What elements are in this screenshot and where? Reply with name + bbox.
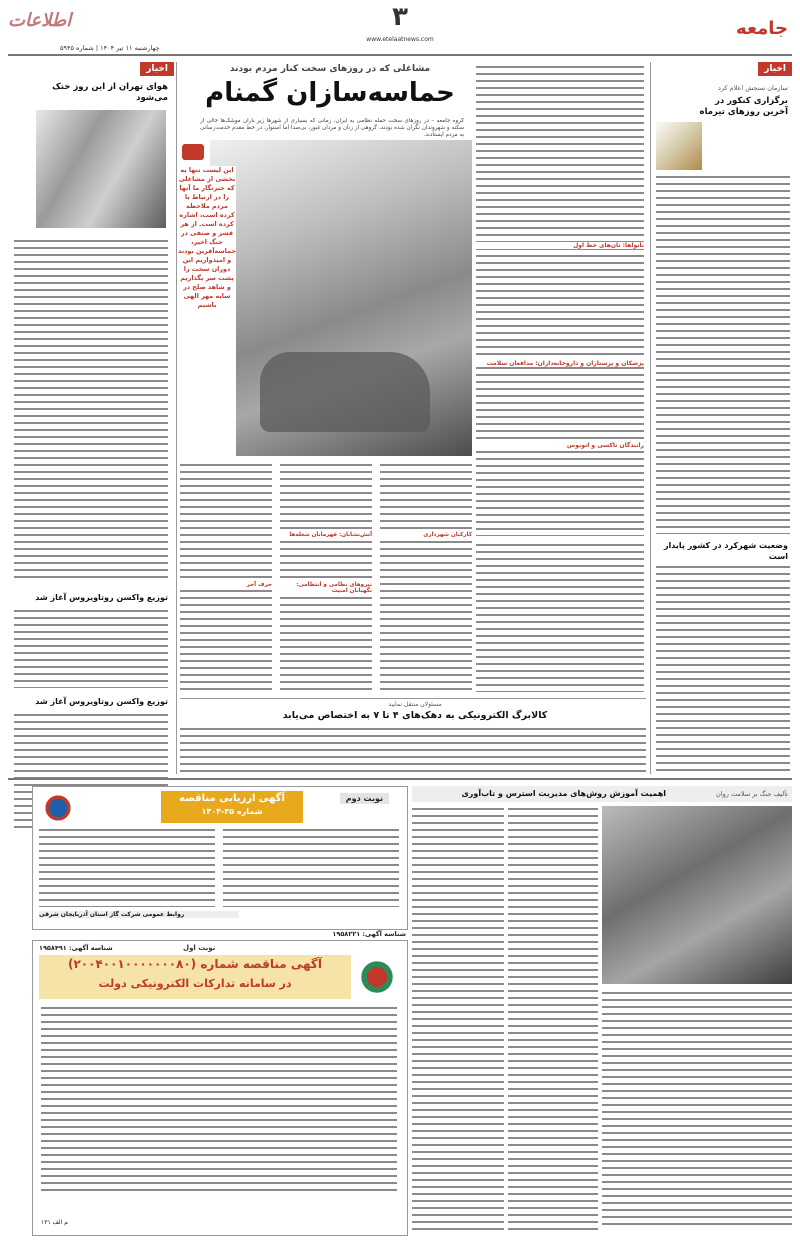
ad-electronic-tender-box <box>32 940 408 1236</box>
ad2-footer: م الف ۱۳۱ <box>41 1219 68 1226</box>
ad1-footer: روابط عمومی شرکت گاز استان آذربایجان شرقی <box>39 911 239 918</box>
left-news3-title: توزیع واکسن روتاویروس آغاز شد <box>35 697 168 706</box>
main-subhead-3: رانندگان تاکسی و اتوبوس <box>476 442 644 449</box>
main-subhead-2: پزشکان و پرستاران و داروخانه‌داران: مدافعان سلامت <box>476 360 644 367</box>
rubble-books-photo <box>602 806 792 984</box>
ad2-subtitle: در سامانه تدارکات الکترونیکی دولت <box>98 977 292 990</box>
right-news2-title: وضعیت شهرکرد در کشور پایدار است <box>663 541 788 561</box>
ad1-subtitle: شماره ۳۵-۱۴۰۴ <box>201 807 263 816</box>
mid-article-body <box>180 726 646 772</box>
left-column-divider <box>176 62 177 774</box>
ad2-badge: نوبت اول <box>183 944 216 952</box>
main-kicker: مشاغلی که در روزهای سخت کنار مردم بودند <box>229 64 431 74</box>
ad2-title: آگهی مناقصه شماره (۲۰۰۴۰۰۱۰۰۰۰۰۰۰۸۰) <box>68 957 322 971</box>
ad1-body-left <box>39 827 215 907</box>
main-subhead-6: حرف آخر <box>180 582 272 588</box>
man-with-fan-photo <box>36 110 166 228</box>
main-body-right-col <box>476 64 644 536</box>
mid-page-rule <box>8 778 792 780</box>
main-headline: حماسه‌سازان گمنام <box>205 78 455 108</box>
pull-quote-text: این لیست تنها به بخشی از مشاغلی که خبرنگار ما آنها را در ارتباط با مردم ملاحظه کرده است، اشاره کرده است. از هر قشر و صنفی در جنگ اخیر، حماسه‌آفرین بودند و امیدواریم این دوران سخت را پشت سر بگذاریم و شاهد صلح در سایه مهر الهی باشیم <box>178 166 236 456</box>
mid-article-title: کالابرگ الکترونیکی به دهک‌های ۴ تا ۷ به اختصاص می‌یابد <box>282 710 548 721</box>
main-lead: گروه جامعه – در روزهای سخت حمله نظامی به ایران، زمانی که بسیاری از شهرها زیر باران موشک‌ها خالی از سکنه و شهروندان نگران شده بودند، گروهی از زنان و مردان غیور، بی‌صدا اما استوار، در خط مقدم خدمت‌رسانی به مردم ایستادند. <box>200 118 464 138</box>
main-subhead-4: آتش‌نشانان: قهرمانان شعله‌ها <box>280 532 372 538</box>
page-number: ۳ <box>392 2 408 32</box>
main-body-col-b <box>280 462 372 692</box>
right-news-column <box>654 62 792 774</box>
website[interactable]: www.etelaatnews.com <box>366 36 434 43</box>
ad-tender-box <box>32 786 408 930</box>
pull-quote-mark-icon <box>182 144 204 160</box>
ad1-title: آگهی ارزیابی مناقصه <box>179 793 285 804</box>
left-news1-body <box>14 238 168 582</box>
stress-article-author: تألیف جنگ بر سلامت روان <box>716 790 788 798</box>
right-news1-body <box>656 174 790 534</box>
main-body-col-a <box>180 462 272 692</box>
ad1-body-right <box>223 827 399 907</box>
section-title: جامعه <box>736 18 788 39</box>
main-body-col-d <box>476 542 644 692</box>
right-news1-kicker: سازمان سنجش اعلام کرد <box>717 84 788 92</box>
ad2-code: شناسه آگهی: ۱۹۵۸۴۹۱ <box>39 944 113 952</box>
mid-article-rule <box>180 698 646 699</box>
stress-article-col-3 <box>602 990 792 1230</box>
main-subhead-1: نانواها: نان‌های خط اول <box>476 242 644 249</box>
mid-article-kicker: مسئولان منتقل نمایید <box>388 701 442 708</box>
right-news1-title: برگزاری کنکور در آخرین روزهای تیرماه <box>699 96 788 117</box>
header-rule <box>8 54 792 56</box>
left-news-label: اخبار <box>140 62 174 76</box>
gas-company-logo-icon <box>41 793 75 823</box>
car-shape-icon <box>260 352 430 432</box>
left-news2-title: توزیع واکسن روتاویروس آغاز شد <box>35 593 168 602</box>
stress-article-col-1 <box>412 806 504 1230</box>
main-subhead-7: کارکنان شهرداری <box>380 532 472 538</box>
left-news2-body <box>14 608 168 688</box>
right-column-divider <box>650 62 651 774</box>
left-news-column <box>8 62 174 774</box>
ad1-badge: نوبت دوم <box>340 793 389 804</box>
left-news1-title: هوای تهران از این روز خنک می‌شود <box>52 82 168 103</box>
masthead <box>0 0 800 56</box>
right-news2-body <box>656 564 790 772</box>
main-body-col-c <box>380 462 472 692</box>
stress-article-col-2 <box>508 806 598 1230</box>
main-subhead-5: نیروهای نظامی و انتظامی: نگهبانان امنیت <box>280 582 372 594</box>
ad2-body <box>41 1005 397 1195</box>
pencil-exam-photo <box>656 122 702 170</box>
stress-article-title: اهمیت آموزش روش‌های مدیریت استرس و تاب‌آوری <box>461 789 666 798</box>
date-issue: چهارشنبه ۱۱ تیر ۱۴۰۴ | شماره ۵۹۴۵ <box>60 44 160 52</box>
government-emblem-icon <box>357 957 397 997</box>
right-news-label: اخبار <box>758 62 792 76</box>
stress-article <box>412 786 792 1234</box>
main-article <box>180 62 646 774</box>
newspaper-logo: اطلاعات <box>8 10 72 31</box>
ad1-code: شناسه آگهی: ۱۹۵۸۲۲۱ <box>332 930 406 938</box>
